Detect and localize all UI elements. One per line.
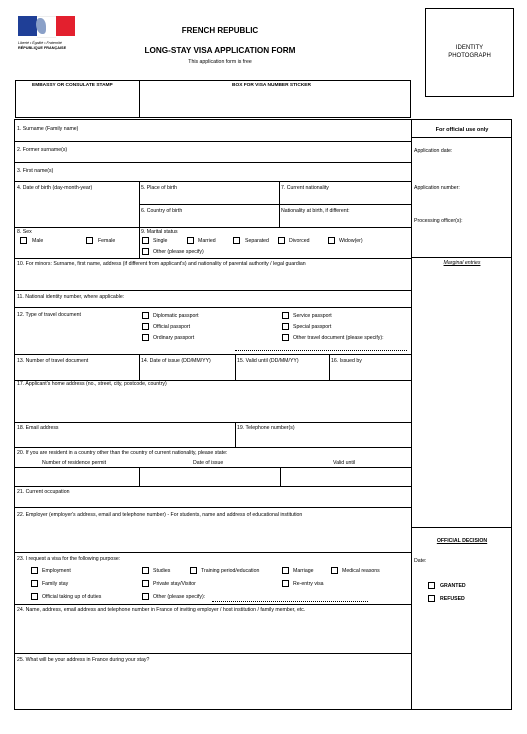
sticker-label: BOX FOR VISA NUMBER STICKER xyxy=(232,83,311,88)
main-form xyxy=(14,119,512,710)
diplomatic-checkbox[interactable] xyxy=(142,312,149,319)
photo-label-1: IDENTITY xyxy=(455,45,484,51)
single-label: Single xyxy=(153,238,168,244)
residence-issue-label: Date of issue xyxy=(193,460,224,466)
reentry-label: Re-entry visa xyxy=(293,581,324,587)
family-label: Family stay xyxy=(42,581,69,587)
marriage-checkbox[interactable] xyxy=(282,567,289,574)
republic-logo xyxy=(18,14,76,56)
field-18-label: 18. Email address xyxy=(17,425,59,431)
field-4-label: 4. Date of birth (day-month-year) xyxy=(17,185,93,191)
single-checkbox[interactable] xyxy=(142,237,149,244)
special-checkbox[interactable] xyxy=(282,323,289,330)
field-24-label: 24. Name, address, email address and telephone number in France of inviting employer / host institution / family member, etc. xyxy=(17,607,306,613)
residence-valid-label: Valid until xyxy=(333,460,356,466)
republic-heading: FRENCH REPUBLIC xyxy=(181,26,259,35)
official-duties-checkbox[interactable] xyxy=(31,593,38,600)
field-1-label: 1. Surname (Family name) xyxy=(17,126,79,132)
photo-box xyxy=(425,8,514,97)
medical-checkbox[interactable] xyxy=(331,567,338,574)
field-8-label: 8. Sex xyxy=(17,229,32,235)
application-date-label: Application date: xyxy=(414,148,453,154)
field-22-label: 22. Employer (employer's address, email and telephone number) - For students, name and address of educational institution xyxy=(17,512,303,518)
field-10-label: 10. For minors: Surname, first name, address (if different from applicant's) and nationality of parental authority / legal guardian xyxy=(17,261,306,267)
diplomatic-label: Diplomatic passport xyxy=(153,313,199,319)
other-doc-label: Other travel document (please specify): xyxy=(293,335,384,341)
marianne-icon xyxy=(18,14,76,38)
male-label: Male xyxy=(32,238,44,244)
female-checkbox[interactable] xyxy=(86,237,93,244)
marital-other-checkbox[interactable] xyxy=(142,248,149,255)
family-checkbox[interactable] xyxy=(31,580,38,587)
field-11-label: 11. National identity number, where applicable: xyxy=(17,294,125,300)
official-duties-label: Official taking up of duties xyxy=(42,594,102,600)
medical-label: Medical reasons xyxy=(342,568,380,574)
processing-officer-label: Processing officer(s): xyxy=(414,218,463,224)
field-12-label: 12. Type of travel document xyxy=(17,312,81,318)
training-label: Training period/education xyxy=(201,568,260,574)
refused-checkbox[interactable] xyxy=(428,595,435,602)
field-5-label: 5. Place of birth xyxy=(141,185,178,191)
field-23-label: 23. I request a visa for the following purpose: xyxy=(17,556,121,562)
private-checkbox[interactable] xyxy=(142,580,149,587)
granted-checkbox[interactable] xyxy=(428,582,435,589)
field-7-label: 7. Current nationality xyxy=(281,185,329,191)
field-25-label: 25. What will be your address in France during your stay? xyxy=(17,657,150,663)
studies-checkbox[interactable] xyxy=(142,567,149,574)
official-title: For official use only xyxy=(435,127,489,133)
purpose-other-label: Other (please specify): xyxy=(153,594,206,600)
marginal-entries-label: Marginal entries xyxy=(443,260,481,266)
field-13-label: 13. Number of travel document xyxy=(17,358,89,364)
form-subtitle: This application form is free xyxy=(188,59,252,65)
studies-label: Studies xyxy=(153,568,171,574)
married-label: Married xyxy=(198,238,216,244)
employment-checkbox[interactable] xyxy=(31,567,38,574)
stamp-label: EMBASSY OR CONSULATE STAMP xyxy=(32,83,113,88)
separated-checkbox[interactable] xyxy=(233,237,240,244)
other-doc-checkbox[interactable] xyxy=(282,334,289,341)
residence-permit-label: Number of residence permit xyxy=(42,460,107,466)
special-label: Special passport xyxy=(293,324,332,330)
decision-date-label: Date: xyxy=(414,558,427,564)
photo-label-2: PHOTOGRAPH xyxy=(448,53,491,59)
field-3-label: 3. First name(s) xyxy=(17,168,54,174)
service-label: Service passport xyxy=(293,313,332,319)
field-9-label: 9. Marital status xyxy=(141,229,178,235)
official-decision-label: OFFICIAL DECISION xyxy=(436,538,488,544)
ordinary-checkbox[interactable] xyxy=(142,334,149,341)
field-16-label: 16. Issued by xyxy=(331,358,362,364)
marriage-label: Marriage xyxy=(293,568,314,574)
refused-label: REFUSED xyxy=(440,596,465,602)
field-2-label: 2. Former surname(s) xyxy=(17,147,68,153)
application-number-label: Application number: xyxy=(414,185,460,191)
form-title: LONG-STAY VISA APPLICATION FORM xyxy=(144,46,296,55)
field-7b-label: Nationality at birth, if different: xyxy=(281,208,350,214)
employment-label: Employment xyxy=(42,568,71,574)
divorced-checkbox[interactable] xyxy=(278,237,285,244)
granted-label: GRANTED xyxy=(440,583,466,589)
field-6-label: 6. Country of birth xyxy=(141,208,183,214)
private-label: Private stay/Visitor xyxy=(153,581,196,587)
logo-republic: RÉPUBLIQUE FRANÇAISE xyxy=(18,46,67,50)
widow-label: Widow(er) xyxy=(339,238,363,244)
field-20-label: 20. If you are resident in a country other than the country of current nationality, please state: xyxy=(17,450,228,456)
field-21-label: 21. Current occupation xyxy=(17,489,70,495)
official-passport-label: Official passport xyxy=(153,324,191,330)
married-checkbox[interactable] xyxy=(187,237,194,244)
marital-other-label: Other (please specify) xyxy=(153,249,204,255)
widow-checkbox[interactable] xyxy=(328,237,335,244)
service-checkbox[interactable] xyxy=(282,312,289,319)
male-checkbox[interactable] xyxy=(20,237,27,244)
field-17-label: 17. Applicant's home address (no., street, city, postcode, country) xyxy=(17,381,167,387)
purpose-other-checkbox[interactable] xyxy=(142,593,149,600)
logo-motto: Liberté • Égalité • Fraternité xyxy=(18,41,62,45)
training-checkbox[interactable] xyxy=(190,567,197,574)
ordinary-label: Ordinary passport xyxy=(153,335,195,341)
divorced-label: Divorced xyxy=(289,238,310,244)
reentry-checkbox[interactable] xyxy=(282,580,289,587)
separated-label: Separated xyxy=(245,238,269,244)
field-15-label: 15. Valid until (DD/MM/YY) xyxy=(237,358,299,364)
field-19-label: 19. Telephone number(s) xyxy=(237,425,295,431)
official-passport-checkbox[interactable] xyxy=(142,323,149,330)
field-14-label: 14. Date of issue (DD/MM/YY) xyxy=(141,358,211,364)
female-label: Female xyxy=(98,238,116,244)
